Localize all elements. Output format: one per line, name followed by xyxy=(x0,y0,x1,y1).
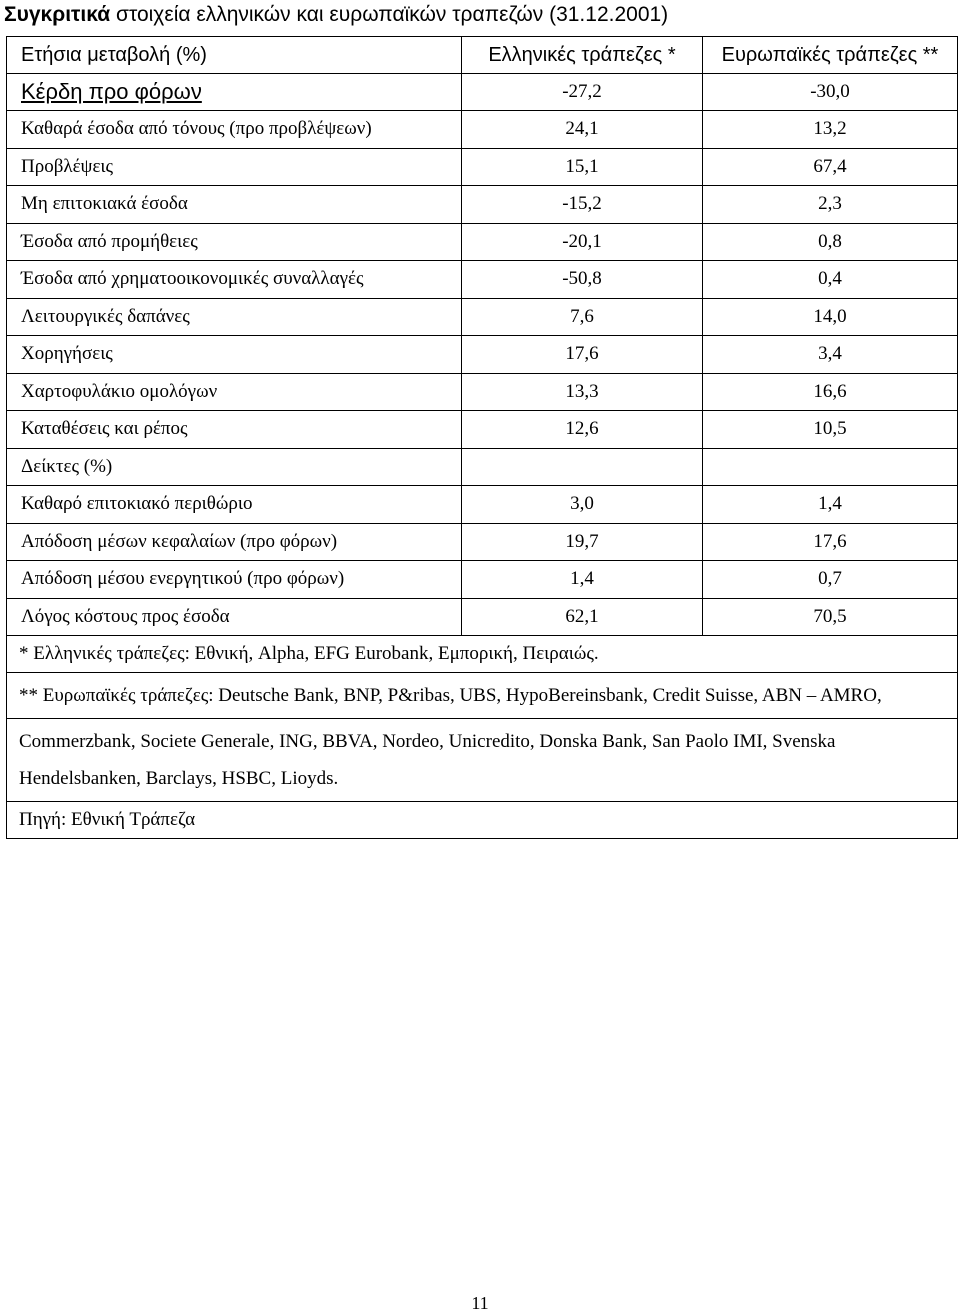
table-row xyxy=(7,373,958,411)
european-value: 0,7 xyxy=(703,561,958,599)
greek-value: 17,6 xyxy=(462,336,703,374)
greek-value: 12,6 xyxy=(462,411,703,449)
table-row xyxy=(7,561,958,599)
european-value: 67,4 xyxy=(703,148,958,186)
table-row xyxy=(7,261,958,299)
comparison-table xyxy=(6,36,958,839)
table-row xyxy=(7,411,958,449)
table-row xyxy=(7,486,958,524)
row-label: Καθαρά έσοδα από τόνους (προ προβλέψεων) xyxy=(7,111,462,149)
greek-value xyxy=(462,448,703,486)
european-value: 0,8 xyxy=(703,223,958,261)
european-value: 10,5 xyxy=(703,411,958,449)
title-rest: στοιχεία ελληνικών και ευρωπαϊκών τραπεζών (31.12.2001) xyxy=(110,3,669,26)
table-row xyxy=(7,111,958,149)
note-european-banks-2: Commerzbank, Societe Generale, ING, BBVA, Nordeo, Unicredito, Donska Bank, San Paolo IMI, Svenska Hendelsbanken, Barclays, HSBC, Lioyds. xyxy=(7,719,958,802)
header-european-banks: Ευρωπαϊκές τράπεζες ** xyxy=(703,37,958,74)
row-label: Χαρτοφυλάκιο ομολόγων xyxy=(7,373,462,411)
row-label: Λειτουργικές δαπάνες xyxy=(7,298,462,336)
european-value: 0,4 xyxy=(703,261,958,299)
row-label: Καθαρό επιτοκιακό περιθώριο xyxy=(7,486,462,524)
table-row xyxy=(7,298,958,336)
row-label: Απόδοση μέσων κεφαλαίων (προ φόρων) xyxy=(7,523,462,561)
row-label: Απόδοση μέσου ενεργητικού (προ φόρων) xyxy=(7,561,462,599)
european-value xyxy=(703,448,958,486)
greek-value: 19,7 xyxy=(462,523,703,561)
table-row xyxy=(7,223,958,261)
page-number: 11 xyxy=(471,1293,489,1313)
european-value: 2,3 xyxy=(703,186,958,224)
greek-value: 7,6 xyxy=(462,298,703,336)
european-value: -30,0 xyxy=(703,74,958,111)
greek-value: 62,1 xyxy=(462,598,703,636)
header-row xyxy=(7,37,958,74)
note-row xyxy=(7,719,958,802)
greek-value: 24,1 xyxy=(462,111,703,149)
greek-value: -27,2 xyxy=(462,74,703,111)
greek-value: 13,3 xyxy=(462,373,703,411)
greek-value: -50,8 xyxy=(462,261,703,299)
table-row xyxy=(7,448,958,486)
note-greek-banks: * Ελληνικές τράπεζες: Εθνική, Alpha, EFG Eurobank, Εμπορική, Πειραιώς. xyxy=(7,636,958,673)
row-label: Χορηγήσεις xyxy=(7,336,462,374)
european-value: 70,5 xyxy=(703,598,958,636)
header-greek-banks: Ελληνικές τράπεζες * xyxy=(462,37,703,74)
greek-value: -20,1 xyxy=(462,223,703,261)
header-metric: Ετήσια μεταβολή (%) xyxy=(7,37,462,74)
table-row xyxy=(7,186,958,224)
note-row xyxy=(7,636,958,673)
note-row xyxy=(7,802,958,839)
row-label: Δείκτες (%) xyxy=(7,448,462,486)
row-label: Έσοδα από χρηματοοικονομικές συναλλαγές xyxy=(7,261,462,299)
greek-value: 1,4 xyxy=(462,561,703,599)
row-label: Προβλέψεις xyxy=(7,148,462,186)
greek-value: 15,1 xyxy=(462,148,703,186)
table-row xyxy=(7,74,958,111)
european-value: 3,4 xyxy=(703,336,958,374)
table-row xyxy=(7,523,958,561)
row-label: Καταθέσεις και ρέπος xyxy=(7,411,462,449)
source-note: Πηγή: Εθνική Τράπεζα xyxy=(7,802,958,839)
title-bold: Συγκριτικά xyxy=(4,3,111,26)
note-european-banks-1: ** Ευρωπαϊκές τράπεζες: Deutsche Bank, BNP, P&ribas, UBS, HypoBereinsbank, Credit Suisse, ABN – AMRO, xyxy=(7,673,958,719)
european-value: 1,4 xyxy=(703,486,958,524)
table-row xyxy=(7,598,958,636)
row-label: Κέρδη προ φόρων xyxy=(7,74,462,111)
note-row xyxy=(7,673,958,719)
greek-value: -15,2 xyxy=(462,186,703,224)
document-title xyxy=(4,0,668,30)
european-value: 17,6 xyxy=(703,523,958,561)
european-value: 16,6 xyxy=(703,373,958,411)
table-row xyxy=(7,148,958,186)
greek-value: 3,0 xyxy=(462,486,703,524)
table-row xyxy=(7,336,958,374)
european-value: 14,0 xyxy=(703,298,958,336)
row-label: Μη επιτοκιακά έσοδα xyxy=(7,186,462,224)
row-label: Λόγος κόστους προς έσοδα xyxy=(7,598,462,636)
european-value: 13,2 xyxy=(703,111,958,149)
row-label: Έσοδα από προμήθειες xyxy=(7,223,462,261)
